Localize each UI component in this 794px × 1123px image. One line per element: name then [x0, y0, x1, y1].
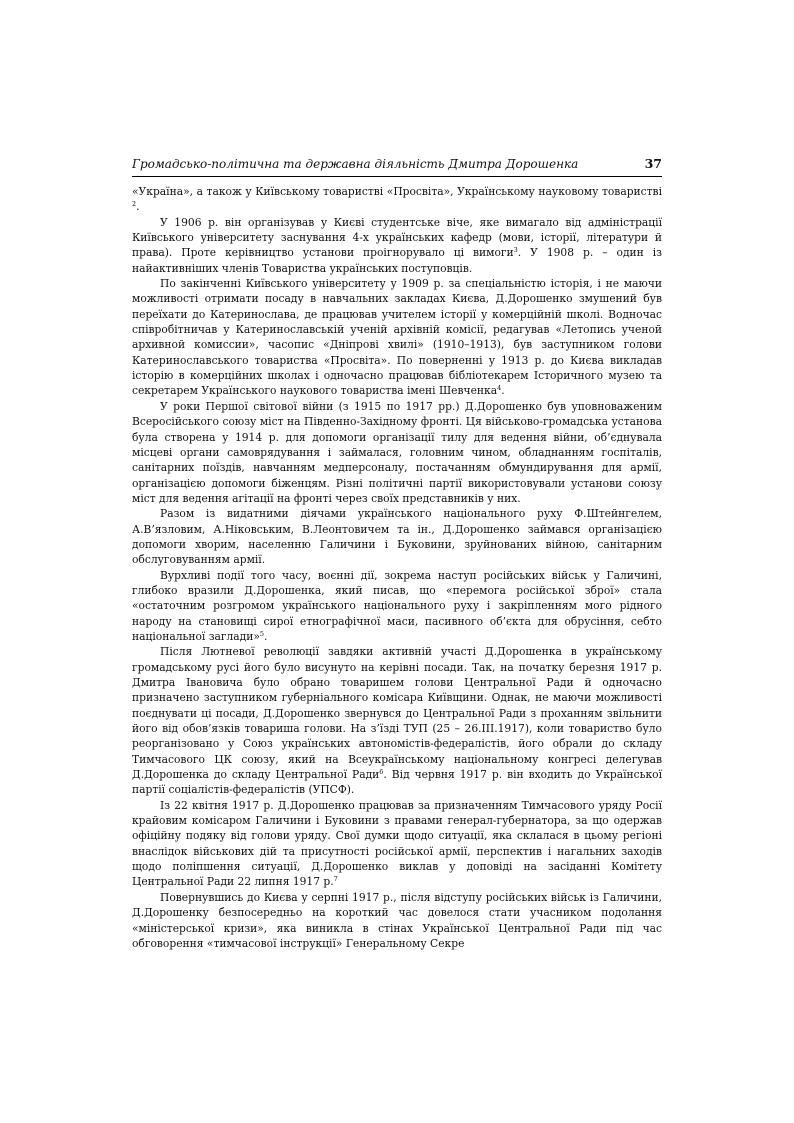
- paragraph: [132, 215, 662, 276]
- text-run: . У 1908 р. – один із найактивніших членів Товариства українських поступовців.: [132, 246, 662, 275]
- paragraph: [132, 644, 662, 797]
- footnote-ref: 2: [132, 200, 137, 209]
- paragraph: [132, 399, 662, 506]
- paragraph: [132, 890, 662, 951]
- footnote-ref: 5: [259, 629, 265, 638]
- text-run: Із 22 квітня 1917 р. Д.Дорошенко працював за призначенням Тимчасового уряду Росії крайовим комісаром Галичини і Буковини з правами генерал-губернатора, за що одержав офіційну подяку від голови уряду. Свої думки щодо ситуації, яка склалася в цьому регіоні внаслідок військових дій та присутності російської армії, перспектив і нагальних заходів щодо поліпшення ситуації, Д.Дорошенко виклав у доповіді на засіданні Комітету Центральної Ради 22 липня 1917 р.: [132, 798, 662, 889]
- running-title: Громадсько-політична та державна діяльність Дмитра Дорошенка: [132, 157, 579, 171]
- paragraph: [132, 276, 662, 399]
- text-run: Після Лютневої революції завдяки активній участі Д.Дорошенка в українському громадському русі його було висунуто на керівні посади. Так, на початку березня 1917 р. Дмитра Івановича було обрано товаришем голови Центральної Ради й одночасно призначено заступником губерніального комісара Київщини. Однак, не маючи можливості поєднувати ці посади, Д.Дорошенко звернувся до Центральної Ради з проханням звільнити його від обов’язків товариша голови. На з’їзді ТУП (25 – 26.ІІІ.1917), коли товариство було реорганізовано у Союз українських автономістів-федералістів, його обрали до складу Тимчасового ЦК союзу, який на Всеукраїнському національному конгресі делегував Д.Дорошенка до складу Центральної Ради: [132, 645, 662, 782]
- text-run: По закінченні Київського університету у 1909 р. за спеціальністю історія, і не маючи можливості отримати посаду в навчальних закладах Києва, Д.Дорошенко змушений був переїхати до Катеринослава, де працював учителем історії у комерційній школі. Водночас співробітничав у Катеринославській ученій архівній комісії, редагував «Летопись ученой архивной комиссии», часопис «Дніпрові хвилі» (1910–1913), був заступником голови Катеринославського товариства «Просвіта». По поверненні у 1913 р. до Києва викладав історію в комерційних школах і одночасно працював бібліотекарем Історичного музею та секретарем Українського наукового товариства імені Шевченка: [132, 277, 662, 398]
- text-run: .: [501, 384, 505, 398]
- body-text: [132, 184, 662, 951]
- paragraph: [132, 568, 662, 645]
- paragraph: [132, 798, 662, 890]
- text-run: У роки Першої світової війни (з 1915 по 1917 рр.) Д.Дорошенко був уповноваженим Всеросійського союзу міст на Південно-Західному фронті. Ця військово-громадська установа була створена у 1914 р. для допомоги організації тилу для ведення війни, об’єднувала місцеві органи самоврядування і займалася, головним чином, обладнанням госпіталів, санітарних поїздів, навчанням медперсоналу, постачанням обмундирування для армії, організацією допомоги біженцям. Різні політичні партії використовували установи союзу міст для ведення агітації на фронті через своїх представників у них.: [132, 399, 662, 505]
- paragraph: [132, 506, 662, 567]
- text-run: Разом із видатними діячами українського національного руху Ф.Штейнгелем, А.В’язловим, А.Ніковським, В.Леонтовичем та ін., Д.Дорошенко займався організацією допомоги хворим, населенню Галичини і Буковини, зруйнованих війною, санітарним обслуговуванням армії.: [132, 507, 662, 567]
- text-run: .: [264, 629, 268, 643]
- footnote-ref: 6: [379, 768, 384, 777]
- page-number: 37: [644, 156, 662, 171]
- paragraph: [132, 184, 662, 215]
- text-run: Вурхливі події того часу, воєнні дії, зокрема наступ російських військ у Галичині, глибоко вразили Д.Дорошенка, який писав, що «перемога російської зброї» стала «остаточним розгромом українського національного руху і закріпленням мого рідного народу на становищі сирої етнографічної маси, пасивного об’єкта для обрусіння, себто національної заглади»: [132, 568, 662, 643]
- footnote-ref: 3: [513, 246, 518, 255]
- text-run: .: [136, 200, 140, 214]
- text-run: «Україна», а також у Київському товаристві «Просвіта», Українському науковому товаристві: [132, 185, 662, 198]
- text-run: У 1906 р. він організував у Києві студентське віче, яке вимагало від адміністрації Київського університету заснування 4-х українських кафедр (мови, історії, літератури й права). Проте керівництво установи проігнорувало ці вимоги: [132, 215, 662, 260]
- footnote-ref: 4: [497, 384, 502, 393]
- text-run: . Від червня 1917 р. він входить до Української партії соціалістів-федералістів (УПСФ).: [132, 768, 662, 797]
- running-header: [132, 156, 662, 177]
- footnote-ref: 7: [333, 875, 338, 884]
- text-run: Повернувшись до Києва у серпні 1917 р., після відступу російських військ із Галичини, Д.Дорошенку безпосередньо на короткий час довелося стати учасником подолання «міністерської кризи», яка виникла в стінах Української Центральної Ради під час обговорення «тимчасової інструкції» Генеральному Секре: [132, 890, 662, 950]
